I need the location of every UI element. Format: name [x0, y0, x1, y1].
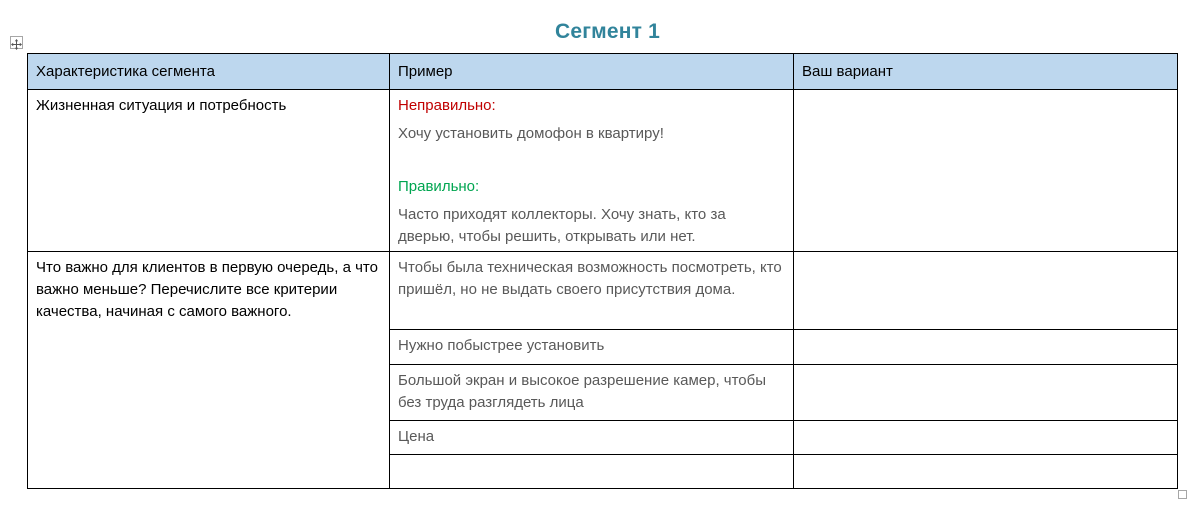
row2-example-4: Цена: [390, 421, 794, 455]
row2-variant-cell-5[interactable]: [794, 455, 1178, 489]
right-example: Часто приходят коллекторы. Хочу знать, кто за дверью, чтобы решить, открывать или нет.: [398, 206, 726, 245]
row2-label: Что важно для клиентов в первую очередь, а что важно меньше? Перечислите все критерии качества, начиная с самого важного.: [28, 252, 390, 489]
resize-icon[interactable]: [1178, 490, 1187, 499]
row2-variant-cell-2[interactable]: [794, 330, 1178, 365]
header-your-variant: Ваш вариант: [794, 54, 1178, 90]
row2-example-5[interactable]: [390, 455, 794, 489]
table-row: [28, 90, 1178, 252]
segment-table: [27, 53, 1178, 489]
header-characteristic: Характеристика сегмента: [28, 54, 390, 90]
page-title: Сегмент 1: [554, 20, 661, 43]
row1-label: Жизненная ситуация и потребность: [28, 90, 390, 252]
row2-variant-cell-1[interactable]: [794, 252, 1178, 330]
row2-variant-cell-3[interactable]: [794, 365, 1178, 421]
row2-variant-cell-4[interactable]: [794, 421, 1178, 455]
row2-example-1: Чтобы была техническая возможность посмотреть, кто пришёл, но не выдать своего присутствия дома.: [390, 252, 794, 330]
row1-variant-cell[interactable]: [794, 90, 1178, 252]
table-row: [28, 252, 1178, 330]
row2-example-3: Большой экран и высокое разрешение камер, чтобы без труда разглядеть лица: [390, 365, 794, 421]
wrong-example: Хочу установить домофон в квартиру!: [398, 125, 664, 142]
row1-example: [390, 90, 794, 252]
move-arrows-icon: [11, 39, 22, 50]
row2-example-2: Нужно побыстрее установить: [390, 330, 794, 365]
header-example: Пример: [390, 54, 794, 90]
move-icon[interactable]: [10, 36, 23, 49]
table-header-row: [28, 54, 1178, 90]
wrong-label: Неправильно:: [398, 97, 496, 114]
right-label: Правильно:: [398, 178, 480, 195]
